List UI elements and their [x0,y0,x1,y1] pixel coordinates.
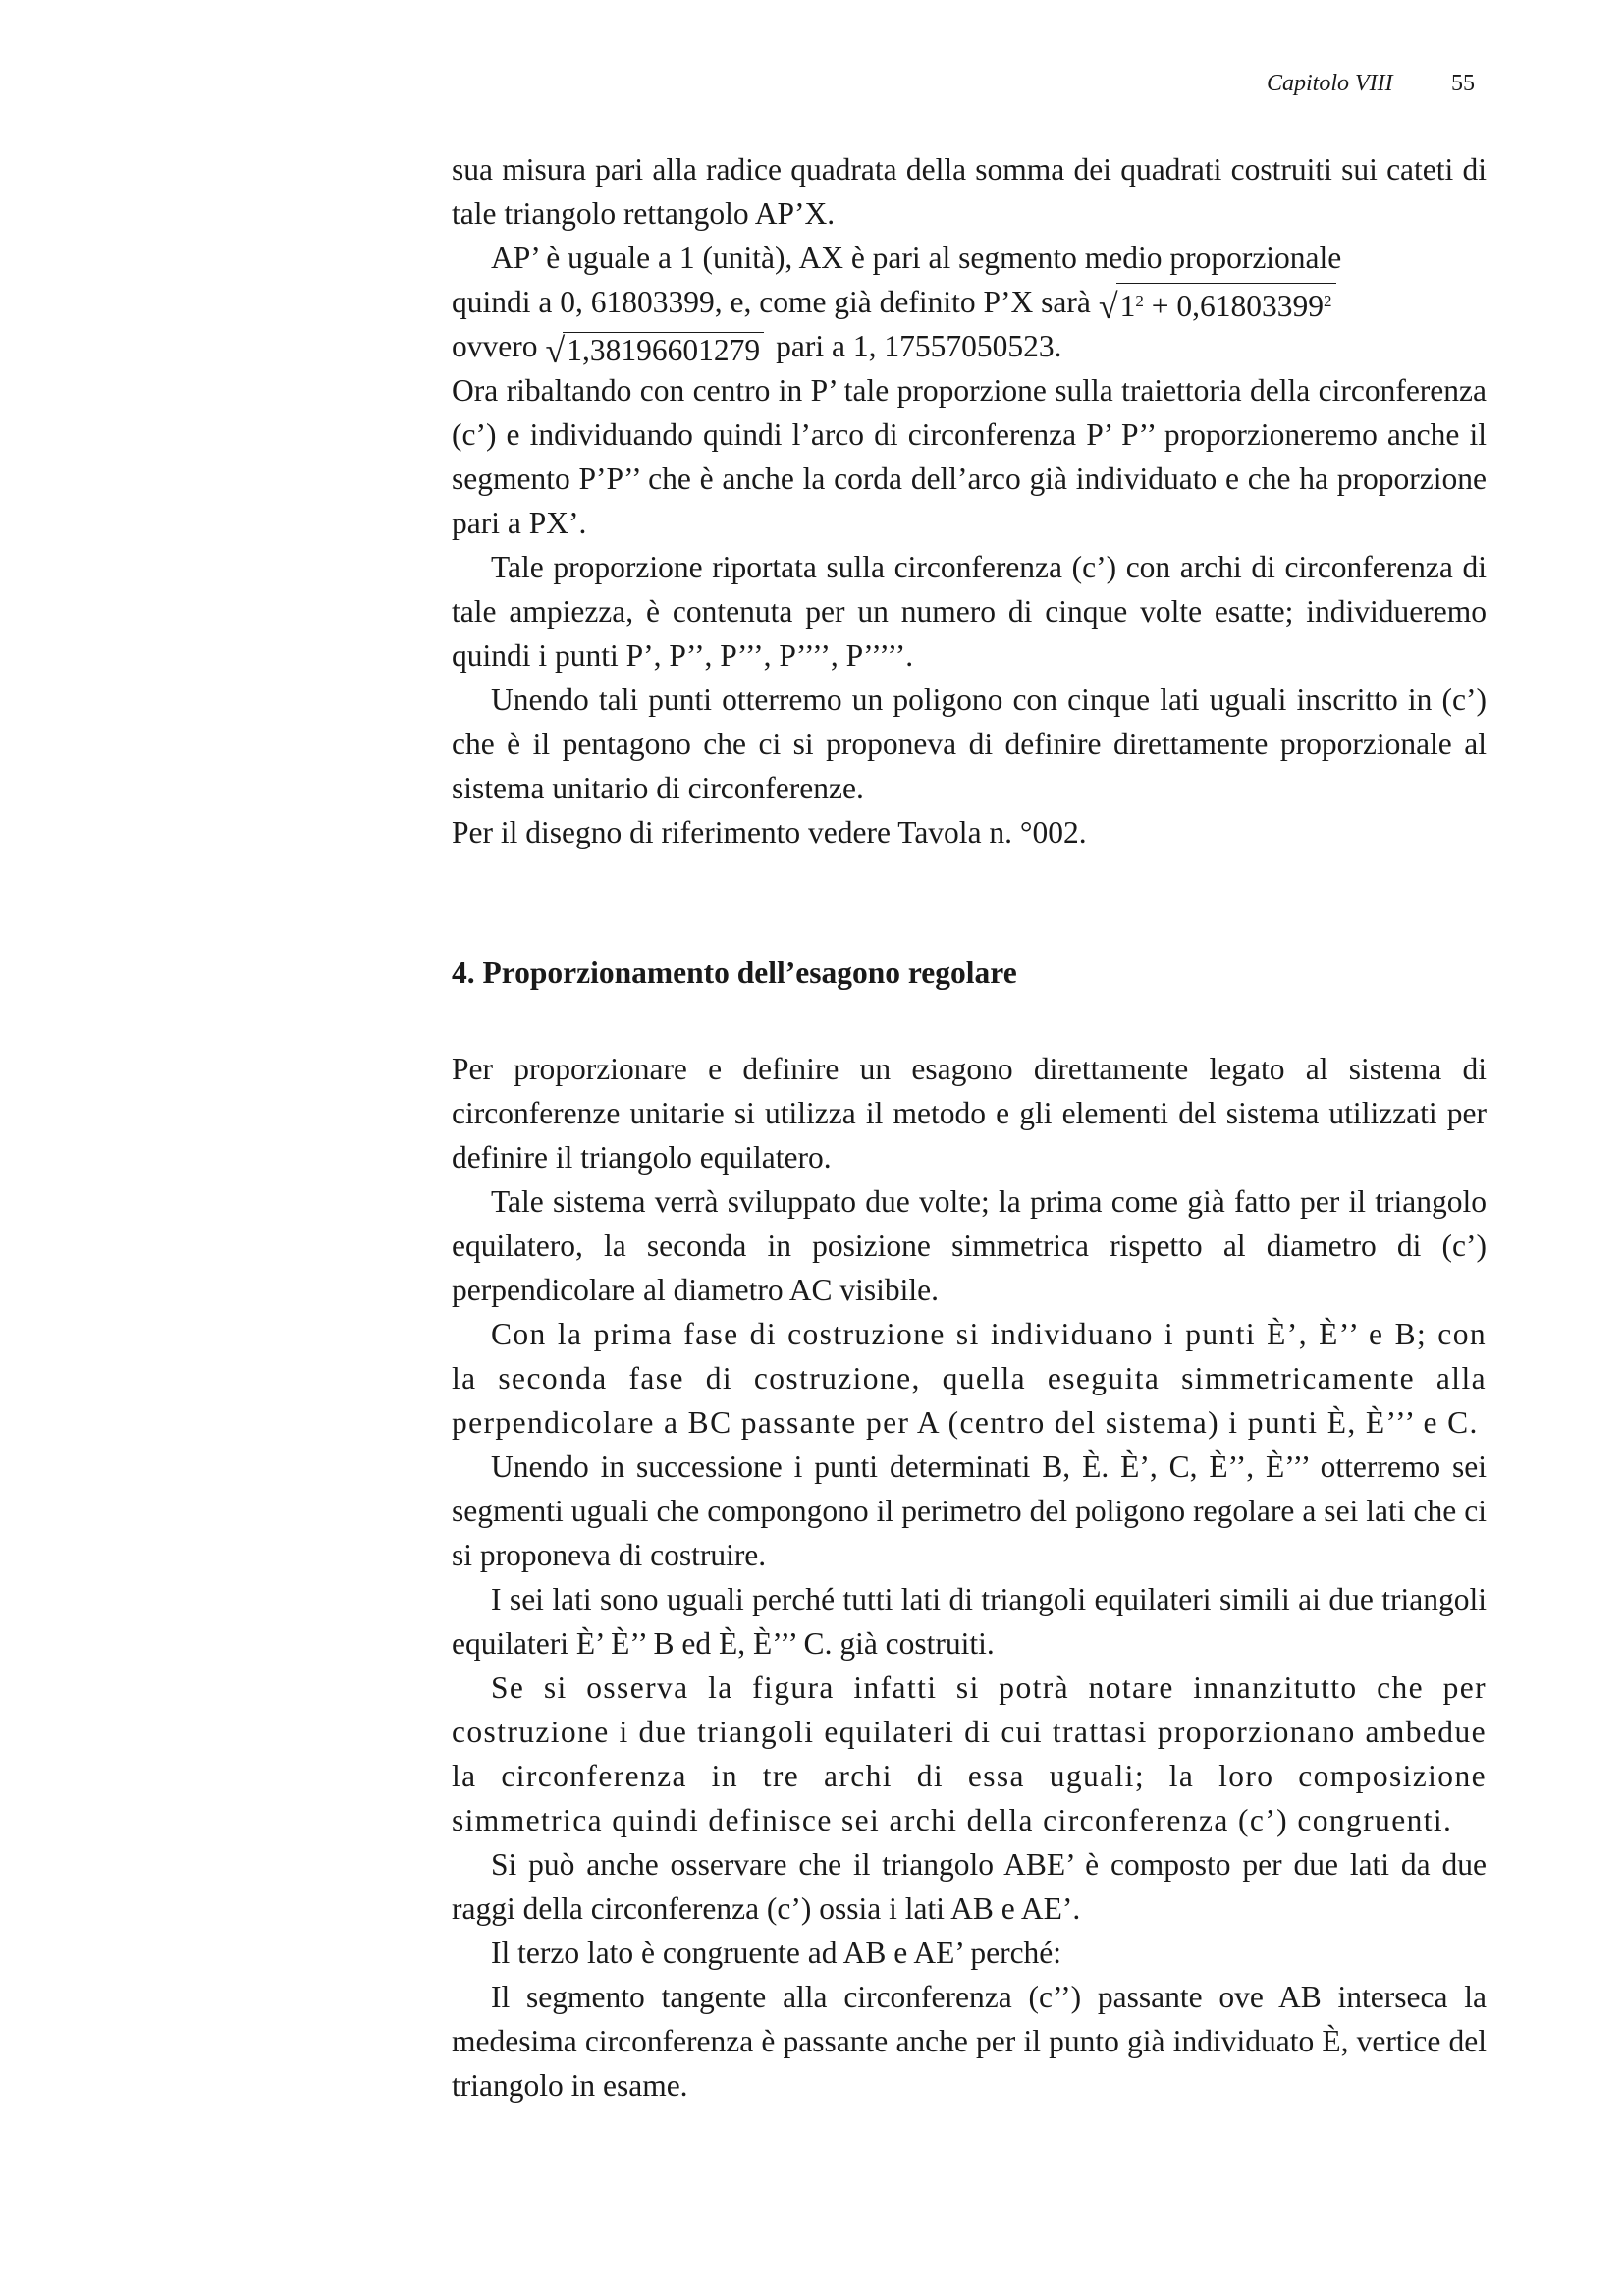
formula-block [452,236,1487,368]
paragraph: AP’ è uguale a 1 (unità), AX è pari al segmento medio proporzionale [491,241,1342,275]
radicand: 1,38196601279 [563,332,764,368]
page-number: 55 [1451,71,1475,96]
paragraph: sua misura pari alla radice quadrata della somma dei quadrati costruiti sui cateti di tale triangolo rettangolo AP’X. [452,152,1487,231]
paragraph: Per il disegno di riferimento vedere Tavola n. °002. [452,815,1087,849]
page-body [452,147,1487,2107]
formula-line [452,324,1487,368]
paragraph: Il terzo lato è congruente ad AB e AE’ perché: [491,1936,1062,1970]
paragraph: Tale sistema verrà sviluppato due volte; la prima come già fatto per il triangolo equilatero, la seconda in posizione simmetrica rispetto al diametro di (c’) perpendicolare al diametro AC visibile. [452,1184,1487,1307]
paragraph: Si può anche osservare che il triangolo ABE’ è composto per due lati da due raggi della circonferenza (c’) ossia i lati AB e AE’. [452,1847,1487,1926]
formula-text: pari a 1, 17557050523. [776,329,1062,363]
radicand: $1^2 + 0,61803399^2$ [1116,283,1336,324]
paragraph: Tale proporzione riportata sulla circonferenza (c’) con archi di circonferenza di tale ampiezza, è contenuta per un numero di cinque volte esatte; individueremo quindi i punti P’, P’’, P’’’, P’’’’, P’’’’’. [452,550,1487,673]
paragraph: Il segmento tangente alla circonferenza (c’’) passante ove AB interseca la medesima circonferenza è passante anche per il punto già individuato È, vertice del triangolo in esame. [452,1980,1487,2103]
chapter-title: Capitolo VIII [1267,71,1393,96]
paragraph: Unendo in successione i punti determinati B, È. È’, C, È’’, È’’’ otterremo sei segmenti uguali che compongono il perimetro del poligono regolare a sei lati che ci si proponeva di costruire. [452,1449,1487,1572]
square-root-expression [545,332,764,368]
radical-sign-icon: √ [1098,287,1118,326]
formula-text: quindi a 0, 61803399, e, come già definito P’X sarà [452,285,1091,319]
paragraph: Per proporzionare e definire un esagono direttamente legato al sistema di circonferenze unitarie si utilizza il metodo e gli elementi del sistema utilizzati per definire il triangolo equilatero. [452,1052,1487,1175]
formula-line [452,280,1487,324]
paragraph: I sei lati sono uguali perché tutti lati di triangoli equilateri simili ai due triangoli equilateri È’ È’’ B ed È, È’’’ C. già costruiti. [452,1582,1487,1661]
running-header [1267,71,1492,110]
formula-text: ovvero [452,329,538,363]
paragraph: Con la prima fase di costruzione si individuano i punti È’, È’’ e B; con la seconda fase di costruzione, quella eseguita simmetricamente alla perpendicolare a BC passante per A (centro del sistema) i punti È, È’’’ e C. [452,1317,1487,1440]
radical-sign-icon: √ [545,331,566,370]
paragraph: Unendo tali punti otterremo un poligono con cinque lati uguali inscritto in (c’) che è il pentagono che ci si proponeva di definire direttamente proporzionale al sistema unitario di circonferenze. [452,683,1487,805]
square-root-expression [1099,283,1336,324]
paragraph: Se si osserva la figura infatti si potrà notare innanzitutto che per costruzione i due triangoli equilateri di cui trattasi proporzionano ambedue la circonferenza in tre archi di essa uguali; la loro composizione simmetrica quindi definisce sei archi della circonferenza (c’) congruenti. [452,1670,1487,1837]
section-heading: 4. Proporzionamento dell’esagono regolare [452,956,1017,990]
paragraph: Ora ribaltando con centro in P’ tale proporzione sulla traiettoria della circonferenza (c’) e individuando quindi l’arco di circonferenza P’ P’’ proporzioneremo anche il segmento P’P’’ che è anche la corda dell’arco già individuato e che ha proporzione pari a PX’. [452,373,1487,540]
